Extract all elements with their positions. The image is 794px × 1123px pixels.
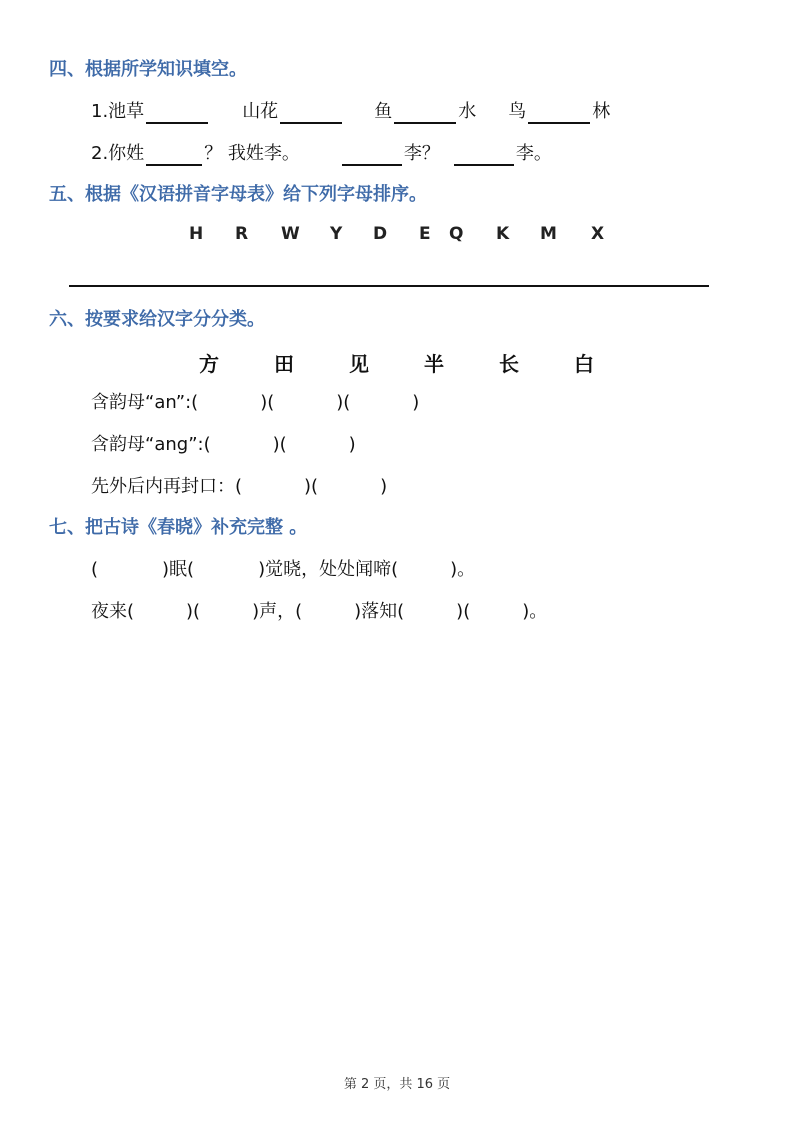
letter-item: W xyxy=(281,224,300,244)
poem-text: 夜来( xyxy=(91,601,135,622)
section-7-title: 七、把古诗《春晓》补充完整 。 xyxy=(49,517,308,538)
text-shanhua: 山花 xyxy=(242,101,279,122)
text-woxingli: ？ 我姓李。 xyxy=(204,143,300,164)
text-yu: 鱼 xyxy=(374,101,393,122)
section-6-title: 六、按要求给汉字分分类。 xyxy=(49,309,265,330)
poem-text: ( xyxy=(91,559,99,580)
poem-line-2 xyxy=(91,600,547,624)
classify-row-stroke xyxy=(91,475,387,499)
blank-6[interactable] xyxy=(342,144,402,166)
letter-item: K xyxy=(496,224,510,244)
blank-4[interactable] xyxy=(528,102,590,124)
letter-item: Q xyxy=(449,224,464,244)
section-4-title: 四、根据所学知识填空。 xyxy=(49,59,247,80)
letter-item: E xyxy=(419,224,431,244)
page-footer: 第 2 页，共 16 页 xyxy=(343,1077,451,1092)
paren-close: ) xyxy=(348,434,356,455)
paren-close: ) xyxy=(380,476,388,497)
answer-line[interactable] xyxy=(69,285,709,287)
paren-sep: )( xyxy=(304,476,319,497)
paren-sep: )( xyxy=(260,392,275,413)
text-li-question: 李？ xyxy=(403,143,440,164)
label-stroke-order: 先外后内再封口：( xyxy=(91,476,243,497)
poem-text: )。 xyxy=(450,559,476,580)
poem-line-1 xyxy=(91,558,475,582)
paren-sep: )( xyxy=(336,392,351,413)
text-lin: 林 xyxy=(592,101,611,122)
label-an: 含韵母“an”:( xyxy=(91,392,199,413)
letter-item: H xyxy=(189,224,204,244)
fill-line-1 xyxy=(91,100,610,124)
blank-1[interactable] xyxy=(146,102,208,124)
letter-item: M xyxy=(540,224,557,244)
letter-item: X xyxy=(591,224,605,244)
poem-text: )( xyxy=(456,601,471,622)
blank-3[interactable] xyxy=(394,102,456,124)
label-ang: 含韵母“ang”:( xyxy=(91,434,211,455)
char-item: 见 xyxy=(349,352,369,376)
text-shui: 水 xyxy=(458,101,477,122)
paren-sep: )( xyxy=(272,434,287,455)
char-item: 长 xyxy=(499,352,519,376)
blank-5[interactable] xyxy=(146,144,202,166)
text-niao: 鸟 xyxy=(508,101,527,122)
text-li-period: 李。 xyxy=(515,143,552,164)
poem-text: )声，( xyxy=(252,601,303,622)
section-5-title: 五、根据《汉语拼音字母表》给下列字母排序。 xyxy=(49,184,427,205)
poem-text: )觉晓，处处闻啼( xyxy=(258,559,399,580)
poem-text: )落知( xyxy=(354,601,405,622)
blank-2[interactable] xyxy=(280,102,342,124)
letter-item: Y xyxy=(330,224,343,244)
poem-text: )( xyxy=(186,601,201,622)
paren-close: ) xyxy=(412,392,420,413)
classify-row-an xyxy=(91,391,419,415)
char-item: 半 xyxy=(424,352,444,376)
char-item: 田 xyxy=(274,352,294,376)
char-item: 方 xyxy=(199,352,219,376)
char-item: 白 xyxy=(574,352,594,376)
fill-line-2 xyxy=(91,142,552,166)
text-nixing: 2.你姓 xyxy=(91,143,145,164)
poem-text: )眠( xyxy=(162,559,195,580)
classify-row-ang xyxy=(91,433,356,457)
letter-item: R xyxy=(235,224,249,244)
letter-item: D xyxy=(373,224,388,244)
blank-7[interactable] xyxy=(454,144,514,166)
text-chicao: 1.池草 xyxy=(91,101,145,122)
poem-text: )。 xyxy=(522,601,548,622)
